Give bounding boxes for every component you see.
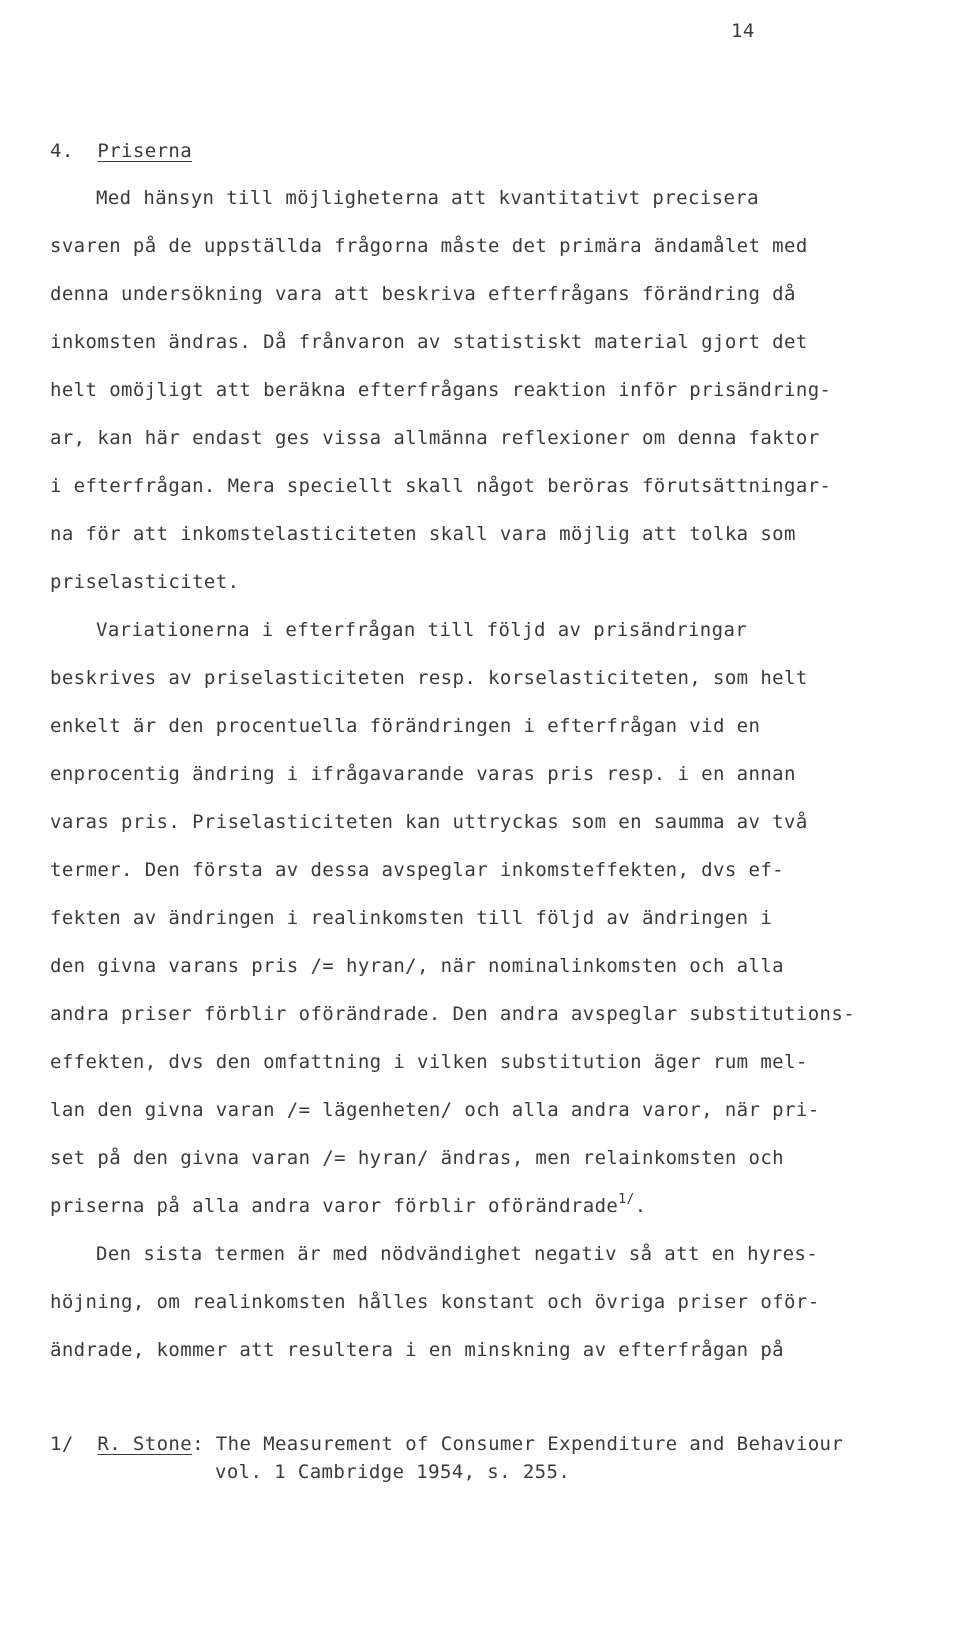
body-line: höjning, om realinkomsten hålles konstant och övriga priser oför- (50, 1291, 820, 1313)
body-line: andra priser förblir oförändrade. Den andra avspeglar substitutions- (50, 1003, 856, 1025)
body-line: fekten av ändringen i realinkomsten till följd av ändringen i (50, 907, 773, 929)
section-number: 4. (50, 140, 74, 162)
body-line: ar, kan här endast ges vissa allmänna reflexioner om denna faktor (50, 427, 820, 449)
footnote-reference: 1/ (618, 1192, 635, 1207)
section-heading (50, 140, 192, 162)
body-line-text: priserna på alla andra varor förblir oförändrade (50, 1195, 619, 1217)
body-line: varas pris. Priselasticiteten kan uttryckas som en saumma av två (50, 811, 808, 833)
body-line: lan den givna varan /= lägenheten/ och alla andra varor, när pri- (50, 1099, 820, 1121)
body-line: beskrives av priselasticiteten resp. korselasticiteten, som helt (50, 667, 808, 689)
body-line: Den sista termen är med nödvändighet negativ så att en hyres- (96, 1243, 819, 1265)
sentence-end: . (634, 1195, 647, 1217)
body-line: svaren på de uppställda frågorna måste det primära ändamålet med (50, 235, 808, 257)
footnote-author: R. Stone (97, 1433, 193, 1455)
body-line: termer. Den första av dessa avspeglar inkomsteffekten, dvs ef- (50, 859, 785, 881)
body-line: enprocentig ändring i ifrågavarande varas pris resp. i en annan (50, 763, 796, 785)
body-line: denna undersökning vara att beskriva efterfrågans förändring då (50, 283, 796, 305)
body-line: na för att inkomstelasticiteten skall vara möjlig att tolka som (50, 523, 796, 545)
body-line: enkelt är den procentuella förändringen i efterfrågan vid en (50, 715, 761, 737)
body-line: set på den givna varan /= hyran/ ändras, men relainkomsten och (50, 1147, 785, 1169)
footnote-line-2: vol. 1 Cambridge 1954, s. 255. (215, 1461, 571, 1483)
body-line: inkomsten ändras. Då frånvaron av statistiskt material gjort det (50, 331, 808, 353)
footnote-marker: 1/ (50, 1433, 74, 1455)
body-line: priselasticitet. (50, 571, 240, 593)
body-line: effekten, dvs den omfattning i vilken substitution äger rum mel- (50, 1051, 808, 1073)
body-line: den givna varans pris /= hyran/, när nominalinkomsten och alla (50, 955, 785, 977)
page-number: 14 (731, 20, 755, 42)
footnote-title: : The Measurement of Consumer Expenditure and Behaviour (192, 1433, 844, 1455)
body-line: Variationerna i efterfrågan till följd av prisändringar (96, 619, 748, 641)
body-line: i efterfrågan. Mera speciellt skall något beröras förutsättningar- (50, 475, 832, 497)
section-title: Priserna (97, 140, 193, 162)
body-line: Med hänsyn till möjligheterna att kvantitativt precisera (96, 187, 759, 209)
footnote (50, 1432, 843, 1456)
body-line-with-footnote (50, 1194, 647, 1221)
body-line: helt omöjligt att beräkna efterfrågans reaktion inför prisändring- (50, 379, 832, 401)
body-line: ändrade, kommer att resultera i en minskning av efterfrågan på (50, 1339, 785, 1361)
